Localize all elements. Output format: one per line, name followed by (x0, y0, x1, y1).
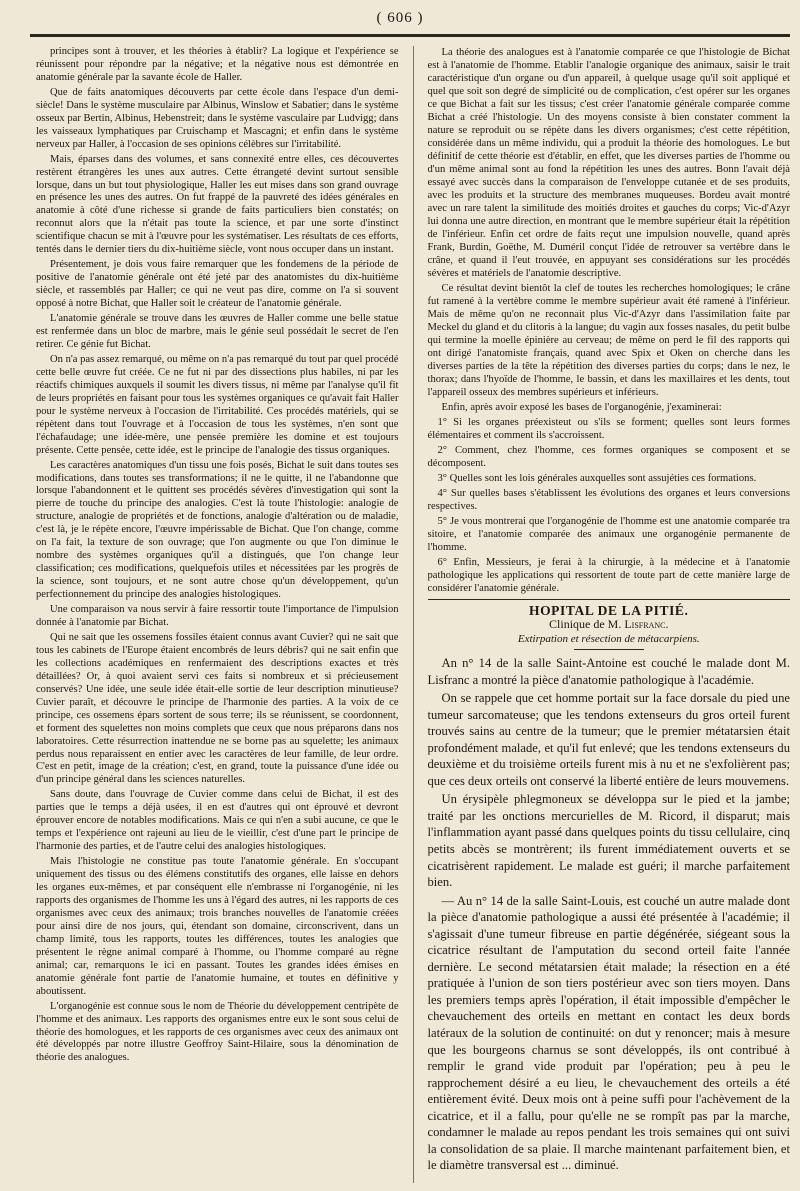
clinical-paragraph-3: Un érysipèle phlegmoneux se développa sur le pied et la jambe; traité par les onctions mercurielles de M. Ricord, il disparut; mais l'inflammation ayant passé dans quelques points du tissu cellulaire, cinq petits abcès se montrèrent; ils furent immédiatement ouverts et se cicatrisèrent rapidement. Le malade est guéri; il marche parfaitement bien. (427, 792, 791, 890)
list-item-4: 4° Sur quelles bases s'établissent les évolutions des organes et leurs conversions respectives. (427, 488, 790, 512)
clinical-paragraph-2: On se rappele que cet homme portait sur la face dorsale du pied une tumeur sarcomateuse; que les tendons extenseurs du gros orteil furent trouvés sains au centre de la tumeur; que le premier métatarsien était profondément malade, et qu'il fut enlevé; que les tendons extenseurs du deuxième et du troisième orteils furent mis à nu et ne s'exfolièrent pas; que ces deux orteils ont conservé la liberté entière de leurs mouvemens. (427, 691, 790, 788)
left-paragraph-10: Sans doute, dans l'ouvrage de Cuvier comme dans celui de Bichat, il est des parties que le temps a déjà usées, il en est d'autres qui ont éprouvé et devront éprouver encore de notables modifications. Mais ce qui n'en a subi aucune, ce que le temps et l'expérience ont rajeuni au lieu de le vieillir, c'est d'une part le principe de l'harmonie des parties, et de l'autre celui des analogies histologiques. (36, 789, 399, 853)
clinic-surgeon: Lisfranc. (624, 617, 669, 631)
list-item-5: 5° Je vous montrerai que l'organogénie de l'homme est une anatomie comparée tra sitoire, et l'anatomie comparée des animaux une organogénie permanente de l'homme. (427, 516, 790, 553)
header-rule (30, 34, 790, 37)
left-paragraph-8: Une comparaison va nous servir à faire ressortir toute l'importance de l'impulsion donnée à l'anatomie par Bichat. (36, 604, 399, 628)
clinical-paragraph-1: An n° 14 de la salle Saint-Antoine est couché le malade dont M. Lisfranc a montré la pièce d'anatomie pathologique à l'académie. (427, 656, 790, 687)
left-paragraph-7: Les caractères anatomiques d'un tissu une fois posés, Bichat le suit dans toutes ses modifications, dans toutes ses transformations; il ne le quitte, il ne l'abandonne que lorsque l'abandonnent et le quittent ses procédés sévères d'investigation qui sont la pierre de touche du principe des analogies. C'est là toute l'histologie: analogie de structure, analogie de propriétés et de fonctions, analogie d'altération ou de maladie, c'est là, je le répète encore, l'œuvre impérissable de Bichat. Que l'on change, comme on l'a fait, la texture de son ouvrage; que l'on augmente ou que l'on diminue le nombre des systèmes organiques qu'il a distingués, que l'on change leur classification; ces modifications, quelquefois utiles et nécessitées par les progrès de la science, sont toujours, et ne sont autre chose qu'un développement, qu'un perfectionnement du principe des analogies histologiques. (36, 459, 399, 601)
hospital-heading: HOPITAL DE LA PITIÉ. (428, 599, 791, 617)
right-paragraph-2: Ce résultat devint bientôt la clef de toutes les recherches homologiques; le crâne fut ramené à la vertèbre comme le membre supérieur avait été ramené à l'inférieur. Mais de même qu'on ne reconnait plus Vic-d'Azyr dans l'assimilation faite par Meckel du gland et du clitoris à la langue; du vagin aux fosses nasales, du petit bulbe qui termine la moelle épinière au cerveau; de même on perd le fil des rapports qui ont dirigé l'anatomiste français, quand avec Spix et Oken on cherche dans les diverses parties de la tête la répétition des diverses parties du corps; dans le nez, le thorax; dans l'hyoïde de l'homme, le bassin, et dans les maxillaires et les dents, tout l'appareil osseux des membres supérieurs et inférieurs. (427, 283, 790, 398)
left-column (36, 46, 399, 1183)
clinical-report (428, 655, 791, 1174)
two-column-body (36, 46, 790, 1183)
left-paragraph-6: On n'a pas assez remarqué, ou même on n'a pas remarqué du tout par quel procédé cette belle œuvre fut créée. Ce ne fut ni par des dissections plus habiles, ni par les réactifs chimiques auxquels il soumit les divers tissus, ni même par l'analyse qu'il fit de leurs propriétés en faisant pour tous les systèmes organiques ce qu'avait fait Haller pour le système nerveux à l'occasion de l'irritabilité. Ces procédés matériels, qui se répètent dans tout l'ouvrage et à l'occasion de tous les systèmes, n'en sont que l'échafaudage; une idée-mère, une pensée première les domine et est toujours présente. Cette pensée, cette idée, est le principe de l'analogie des tissus organiques. (36, 353, 399, 456)
subject-rule (574, 649, 644, 650)
organogenesis-list (428, 416, 791, 595)
clinic-heading (428, 618, 791, 631)
left-paragraph-3: Mais, éparses dans des volumes, et sans connexité entre elles, ces découvertes restèrent étrangères les unes aux autres. Cette étrangeté devint surtout sensible lorsque, dans un but tout physiologique, Haller les eut mises dans son grand ouvrage en présence les unes des autres. On fut frappé de la pauvreté des idées générales en anatomie à côté d'une richesse si grande de faits particuliers bien constatés; on reconnut alors que la n'était pas toute la science, et par une sorte d'instinct scientifique chacun se mit à l'œuvre pour les systématiser. Les résultats de ces efforts, tentés dans le dernier tiers du dix-huitième siècle, vont nous occuper dans un instant. (36, 153, 399, 256)
left-paragraph-9: Qui ne sait que les ossemens fossiles étaient connus avant Cuvier? qui ne sait que tous les cabinets de l'Europe étaient encombrés de leurs débris? qui ne sait enfin que les collections académiques en renfermaient des descriptions exactes et très détaillées? Or, à quoi avaient servi ces faits si nombreux et si précieusement conservés? Une idée, une seule idée était-elle sortie de leur description minutieuse? Cuvier paraît, et découvre le principe de l'harmonie des parties. A la voix de ce principe, ces ossemens épars sortent de sous terre; ils se réunissent, se coordonnent, et forment des squelettes non moins complets que ceux que nous préparons dans nos laboratoires. Cette résurrection inattendue ne se borne pas au squelette; les animaux perdus nous reparaissent en entier avec les caractères de leur famille, de leur ordre. C'est en petit, image de la création; c'est, en grand, toute la puissance d'une idée ou d'un principe général dans les sciences naturelles. (36, 631, 399, 786)
left-paragraph-4: Présentement, je dois vous faire remarquer que les fondemens de la période de positive de l'anatomie générale ont été jeté par des anatomistes du dix-huitième siècle, et rassemblés par Haller; ce qui ne veut pas dire, comme on l'a si souvent opposé à notre Bichat, que Haller soit le créateur de l'anatomie générale. (36, 259, 399, 310)
page-number: ( 606 ) (376, 10, 424, 26)
left-paragraph-12: L'organogénie est connue sous le nom de Théorie du développement centripète de l'homme et des animaux. Les rapports des organismes entre eux le sont sous celui de théorie des homologues, et les rapports de ces organismes avec ceux des animaux ont été développés par notre illustre Geoffroy Saint-Hilaire, sous la dénomination de théorie des analogues. (36, 1000, 399, 1064)
list-item-1: 1° Si les organes préexisteut ou s'ils se forment; quelles sont leurs formes élémentaires et comment ils s'accroissent. (427, 417, 790, 441)
list-item-2: 2° Comment, chez l'homme, ces formes organiques se composent et se décomposent. (427, 445, 790, 469)
case-subject: Extirpation et résection de métacarpiens. (517, 633, 700, 645)
analogues-theory-text (428, 46, 791, 414)
left-paragraph-5: L'anatomie générale se trouve dans les œuvres de Haller comme une belle statue est renfermée dans un bloc de marbre, mais le génie seul possédait le secret de l'en retirer. Ce génie fut Bichat. (36, 313, 399, 350)
left-paragraph-11: Mais l'histologie ne constitue pas toute l'anatomie générale. En s'occupant uniquement des tissus ou des élémens constitutifs des organes, elle laisse en dehors les organes eux-mêmes, et par conséquent elle n'embrasse ni l'organogénie, ni les rapports des organismes de l'homme les uns à l'égard des autres, ni les rapports de ces organismes avec ceux des animaux; trois branches nouvelles de l'anatomie créées pour ainsi dire de nos jours, qui, étendant son domaine, circonscrivent, dans un champ limité, tous les rapports, toutes les différences, toutes les analogies que présentent le règne animal comparé à l'homme, ou l'homme comparé au règne animal; car, remarquons le ici en passant. Toutes les grandes idées émises en anatomie générale font partie de l'anatomie humaine, et toutes en définitive y aboutissent. (36, 856, 399, 997)
left-paragraph-2: Que de faits anatomiques découverts par cette école dans l'espace d'un demi-siècle! Dans le système musculaire par Albinus, Winslow et Sabatier; dans le système osseux par Bertin, Albinus, Hebenstreit; dans le système vasculaire par Ludvigg; dans les vaisseaux lymphatiques par Cruischamp et Mascagni; et enfin dans le système nerveux par Haller, à l'occasion de ses opinions célèbres sur l'irritabilité. (36, 86, 399, 150)
column-divider (413, 46, 414, 1183)
right-paragraph-3: Enfin, après avoir exposé les bases de l'organogénie, j'examinerai: (441, 402, 722, 413)
right-column (428, 46, 791, 1183)
clinic-prefix: Clinique de M. (549, 617, 622, 631)
list-item-6: 6° Enfin, Messieurs, je ferai à la chirurgie, à la médecine et à l'anatomie pathologique les applications qui ressortent de toute part de cette manière large de considérer l'anatomie générale. (427, 557, 790, 594)
list-item-3: 3° Quelles sont les lois générales auxquelles sont assujéties ces formations. (437, 473, 757, 484)
clinical-paragraph-4: — Au n° 14 de la salle Saint-Louis, est couché un autre malade dont la pièce d'anatomie pathologique a aussi été présentée à l'académie; il s'agissait d'une tumeur fibreuse en partie dégénérée, siégeant sous la cicatrice résultant de l'amputation du second orteil faite l'année dernière. Le second métatarsien était malade; la résection en a été pratiquée à l'union de son tiers postérieur avec son tiers moyen. Dans les premiers temps après l'opération, il était impossible d'empêcher le chevauchement des orteils en mettant en contact les deux bords latéraux de la solution de continuité: on dut y renoncer; mais à mesure que les bourgeons charnus se sont développés, ils ont contribué à remplir le grand vide produit par l'opération; peu à peu le rapprochement désiré a eu lieu, le chevauchement des orteils a été entièrement évité. Deux mois ont à peine suffi pour l'achèvement de la cicatrice, et il a fallu, pour qu'elle ne se rompît pas par la marche, condamner le malade au repos pendant les trois semaines qui ont suivi la consolidation de sa plaie. Il marche maintenant parfaitement bien, et le diamètre transversal est ... diminué. (427, 893, 790, 1173)
right-paragraph-1: La théorie des analogues est à l'anatomie comparée ce que l'histologie de Bichat est à l'anatomie de l'homme. Etablir l'analogie organique des animaux, saisir le trait caractéristique d'un organe ou d'un appareil, à quelque usage qu'il soit appliqué et quel que soit son degré de simplicité ou de complication, c'est opérer sur les organes ce que Bichat a fait sur les tissus; c'est créer l'anatomie générale comparée comme Bichat a créé l'histologie. Un des moyens consiste à bien constater comment la nature se reproduit ou se répète dans les divers organismes; c'est cette répétition, considérée dans un même individu, qui a produit la théorie des homologues. Le but définitif de cette théorie est d'établir, en effet, que les diverses parties de l'homme ou d'un même animal sont au fond la répétition les unes des autres. Bonn l'avait déjà essayé avec succès dans la comparaison de l'enveloppe cutanée et de ses produits, avec les produits et la structure des membranes muqueuses. Bordeu avait montré avec un rare talent la similitude des moitiés droites et gauches du corps; Vic-d'Azyr lui donna une autre direction, en montrant que le membre supérieur était la répétition de l'inférieur. Enfin cet ordre de faits reçut une impulsion nouvelle, quand après Frank, Burdin, Goëthe, M. Duméril conçut l'idée de retrouver sa vertèbre dans le crâne, et quand il l'eut trouvée, en appuyant ses considérations sur les procédés sévères et matériels de l'anatomie descriptive. (427, 47, 790, 279)
left-paragraph-1: principes sont à trouver, et les théories à établir? La logique et l'expérience se réunissent pour répondre par la négative; et la négative nous est démontrée en anatomie générale par la savante école de Haller. (36, 46, 399, 83)
